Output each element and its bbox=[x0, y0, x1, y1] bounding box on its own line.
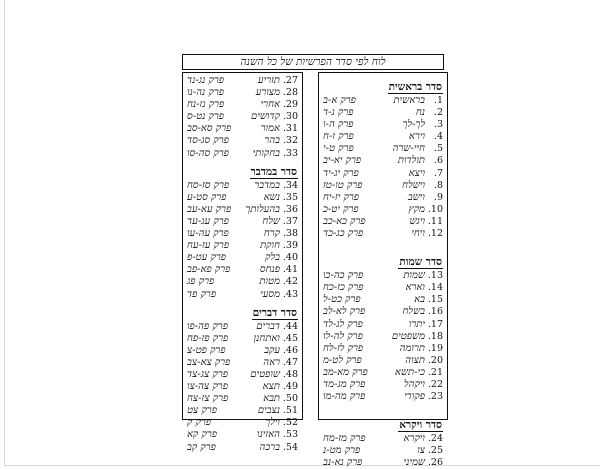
parasha-row bbox=[187, 289, 298, 301]
parasha-number: 12. bbox=[427, 228, 443, 240]
parasha-row bbox=[323, 306, 443, 318]
parasha-row bbox=[323, 355, 443, 367]
parasha-name: תצא bbox=[262, 381, 280, 393]
chapter-range: פרק פא-פב bbox=[187, 264, 231, 276]
parasha-row bbox=[323, 282, 443, 294]
parasha-name: תבא bbox=[263, 393, 280, 405]
chapter-range: פרק צה-צו bbox=[187, 381, 228, 393]
parasha-name: וישב bbox=[407, 191, 425, 203]
parasha-number: 17. bbox=[427, 318, 443, 330]
parasha-number: 33. bbox=[282, 147, 298, 159]
parasha-name: תזריע bbox=[257, 75, 280, 86]
parasha-row bbox=[187, 204, 298, 216]
chapter-range: פרק מט-נ bbox=[323, 445, 361, 457]
parasha-name: פנחס bbox=[259, 264, 280, 276]
parasha-number: 25. bbox=[427, 445, 443, 457]
parasha-name: נח bbox=[415, 107, 425, 119]
parasha-name: נצבים bbox=[257, 405, 280, 417]
parasha-number: 54. bbox=[282, 441, 298, 453]
parasha-row bbox=[187, 429, 298, 441]
parasha-number: 34. bbox=[282, 179, 298, 191]
parasha-number: 14. bbox=[427, 282, 443, 294]
parasha-name: בראשית bbox=[393, 95, 425, 106]
parasha-row bbox=[323, 457, 443, 469]
parasha-number: 22. bbox=[427, 378, 443, 390]
parasha-number: 41. bbox=[282, 264, 298, 276]
parasha-name: ויקהל bbox=[403, 378, 425, 390]
parasha-name: ויגש bbox=[409, 215, 425, 227]
parasha-row bbox=[323, 168, 443, 180]
parasha-row bbox=[323, 367, 443, 379]
chapter-range: פרק לה-לו bbox=[323, 330, 363, 342]
parasha-name: נשא bbox=[263, 191, 280, 203]
parasha-number: 30. bbox=[282, 111, 298, 123]
parasha-name: חיי-שרה bbox=[392, 143, 425, 155]
parasha-number: 46. bbox=[282, 344, 298, 356]
parasha-row bbox=[323, 228, 443, 240]
parasha-row bbox=[187, 321, 298, 333]
parasha-name: כי-תשא bbox=[394, 366, 425, 378]
parasha-name: בהר bbox=[264, 135, 280, 147]
parasha-row bbox=[323, 131, 443, 143]
parasha-row bbox=[187, 148, 298, 160]
parasha-row bbox=[323, 180, 443, 192]
parasha-name: ויקרא bbox=[403, 433, 425, 445]
parasha-number: 6. bbox=[433, 155, 443, 167]
parasha-name: שופטים bbox=[250, 368, 280, 380]
parasha-row bbox=[187, 264, 298, 276]
parasha-number: 9. bbox=[433, 191, 443, 203]
parasha-number: 23. bbox=[427, 391, 443, 403]
parasha-number: 53. bbox=[282, 429, 298, 441]
parasha-name: ואתחנן bbox=[253, 332, 280, 344]
parasha-name: בשלח bbox=[402, 306, 425, 318]
parasha-number: 19. bbox=[427, 342, 443, 354]
parasha-row bbox=[323, 294, 443, 306]
parasha-row bbox=[187, 369, 298, 381]
parasha-name: יתרו bbox=[408, 318, 425, 330]
parasha-name: קרח bbox=[263, 228, 280, 240]
parasha-name: פקודי bbox=[404, 391, 425, 403]
parasha-number: 49. bbox=[282, 381, 298, 393]
chapter-range: פרק ק bbox=[187, 417, 212, 429]
section-heading: סדר בראשית bbox=[388, 81, 442, 93]
parasha-name: קדושים bbox=[250, 111, 280, 123]
parasha-number: 44. bbox=[282, 320, 298, 332]
chapter-range: פרק עה-עו bbox=[187, 228, 229, 240]
chapter-range: פרק צט bbox=[187, 405, 217, 417]
parasha-row bbox=[323, 143, 443, 155]
parasha-number: 3. bbox=[433, 119, 443, 131]
parasha-row bbox=[323, 391, 443, 403]
parasha-number: 31. bbox=[282, 123, 298, 135]
parasha-number: 32. bbox=[282, 135, 298, 147]
parasha-row bbox=[323, 445, 443, 457]
chapter-range: פרק נט-ס bbox=[187, 111, 225, 123]
chapter-range: פרק סא-סב bbox=[187, 123, 232, 135]
section-vayikra-continued bbox=[187, 75, 298, 160]
parasha-name: אמור bbox=[260, 123, 280, 135]
chapter-range: פרק נה-נו bbox=[187, 87, 224, 99]
parasha-number: 51. bbox=[282, 405, 298, 417]
parasha-row bbox=[187, 87, 298, 99]
parasha-row bbox=[187, 123, 298, 135]
section-shemot bbox=[323, 250, 443, 403]
parasha-row bbox=[187, 381, 298, 393]
chapter-range: פרק לא-לב bbox=[323, 306, 366, 318]
parasha-row bbox=[187, 180, 298, 192]
parasha-name: וילך bbox=[265, 417, 280, 429]
chapter-range: פרק מה-מו bbox=[323, 391, 366, 403]
section-bamidbar bbox=[187, 160, 298, 301]
chapter-range: פרק נא-נב bbox=[323, 457, 363, 469]
parasha-number: 36. bbox=[282, 203, 298, 215]
chapter-range: פרק לט-מ bbox=[323, 354, 362, 366]
parasha-name: שלח bbox=[262, 215, 280, 227]
chapter-range: פרק עא-עב bbox=[187, 203, 232, 215]
parasha-number: 11. bbox=[427, 215, 443, 227]
parasha-row bbox=[187, 228, 298, 240]
parasha-row bbox=[323, 331, 443, 343]
parasha-number: 20. bbox=[427, 354, 443, 366]
chapter-range: פרק ז-ח bbox=[323, 131, 354, 143]
parasha-number: 29. bbox=[282, 99, 298, 111]
parasha-number: 7. bbox=[433, 167, 443, 179]
chapter-range: פרק נז-נח bbox=[187, 99, 225, 111]
parasha-row bbox=[187, 75, 298, 87]
section-vayikra bbox=[323, 413, 443, 469]
right-column bbox=[318, 72, 448, 469]
parasha-number: 40. bbox=[282, 252, 298, 264]
chapter-range: פרק עט-פ bbox=[187, 252, 226, 264]
parasha-name: שמות bbox=[403, 270, 425, 282]
parasha-row bbox=[323, 433, 443, 445]
chapter-range: פרק צא-צב bbox=[187, 356, 231, 368]
parasha-name: ברכה bbox=[259, 441, 280, 453]
left-column bbox=[182, 72, 303, 453]
chapter-range: פרק פט-צ bbox=[187, 344, 226, 356]
parasha-number: 2. bbox=[433, 107, 443, 119]
chapter-range: פרק סט-ע bbox=[187, 191, 227, 203]
parasha-row bbox=[187, 393, 298, 405]
parasha-name: וירא bbox=[408, 131, 425, 143]
chapter-range: פרק טו-טז bbox=[323, 179, 363, 191]
parasha-number: 4. bbox=[433, 131, 443, 143]
parasha-number: 27. bbox=[282, 75, 298, 86]
parasha-name: ויחי bbox=[411, 228, 425, 240]
parasha-number: 1. bbox=[433, 95, 443, 106]
chapter-range: פרק יג-יד bbox=[323, 167, 359, 179]
parasha-row bbox=[187, 216, 298, 228]
parasha-name: עקב bbox=[264, 344, 280, 356]
parasha-row bbox=[187, 192, 298, 204]
chapter-range: פרק כא-כב bbox=[323, 215, 366, 227]
parasha-number: 28. bbox=[282, 87, 298, 99]
parasha-name: לך-לך bbox=[402, 119, 425, 131]
parasha-number: 47. bbox=[282, 356, 298, 368]
parasha-row bbox=[187, 345, 298, 357]
parasha-row bbox=[187, 111, 298, 123]
parasha-number: 10. bbox=[427, 203, 443, 215]
parasha-name: בחקותי bbox=[252, 147, 280, 159]
parasha-row bbox=[187, 405, 298, 417]
parasha-number: 42. bbox=[282, 276, 298, 288]
parasha-number: 37. bbox=[282, 215, 298, 227]
parasha-row bbox=[323, 270, 443, 282]
section-devarim bbox=[187, 301, 298, 454]
parasha-name: תולדות bbox=[397, 155, 425, 167]
section-heading: סדר שמות bbox=[399, 256, 442, 269]
parasha-name: אחרי bbox=[260, 99, 280, 111]
parasha-row bbox=[323, 379, 443, 391]
parasha-name: דברים bbox=[256, 320, 280, 332]
chapter-range: פרק סה-סו bbox=[187, 147, 229, 159]
parasha-row bbox=[323, 216, 443, 228]
parasha-number: 16. bbox=[427, 306, 443, 318]
chapter-range: פרק מג-מד bbox=[323, 378, 366, 390]
parasha-name: בלק bbox=[265, 252, 280, 264]
chapter-range: פרק יא-יב bbox=[323, 155, 362, 167]
chapter-range: פרק צג-צד bbox=[187, 368, 229, 380]
parasha-number: 43. bbox=[282, 288, 298, 300]
parasha-row bbox=[187, 417, 298, 429]
chapter-range: פרק סז-סח bbox=[187, 179, 230, 191]
chapter-range: פרק נג-נד bbox=[187, 75, 225, 86]
parasha-number: 13. bbox=[427, 270, 443, 282]
parasha-name: מטות bbox=[259, 276, 280, 288]
section-heading: סדר במדבר bbox=[250, 165, 297, 178]
parasha-number: 35. bbox=[282, 191, 298, 203]
chapter-range: פרק לג-לד bbox=[323, 318, 363, 330]
parasha-name: חוקת bbox=[260, 240, 280, 252]
parasha-name: בהעלותך bbox=[245, 203, 280, 215]
parasha-row bbox=[187, 99, 298, 111]
page-title: לוח לפי סדר הפרשיות של כל השנה bbox=[182, 54, 444, 70]
parasha-row bbox=[187, 442, 298, 454]
chapter-range: פרק פד bbox=[187, 288, 217, 300]
chapter-range: פרק כז-כח bbox=[323, 282, 364, 294]
chapter-range: פרק יז-יח bbox=[323, 191, 360, 203]
parasha-number: 21. bbox=[427, 366, 443, 378]
parasha-name: ויצא bbox=[408, 167, 425, 179]
chapter-range: פרק פז-פח bbox=[187, 332, 229, 344]
parasha-name: וארא bbox=[405, 282, 425, 294]
chapter-range: פרק ט-י bbox=[323, 143, 354, 155]
parasha-row bbox=[323, 119, 443, 131]
chapter-range: פרק כה-כו bbox=[323, 270, 364, 282]
parasha-row bbox=[187, 252, 298, 264]
section-heading: סדר דברים bbox=[252, 306, 297, 319]
parasha-number: 18. bbox=[427, 330, 443, 342]
parasha-name: בא bbox=[414, 294, 425, 306]
chapter-range: פרק קב bbox=[187, 441, 216, 453]
parasha-number: 52. bbox=[282, 417, 298, 429]
parasha-name: תרומה bbox=[399, 342, 425, 354]
parasha-name: משפטים bbox=[391, 330, 425, 342]
parasha-number: 39. bbox=[282, 240, 298, 252]
parasha-number: 24. bbox=[427, 433, 443, 445]
parasha-row bbox=[187, 135, 298, 147]
chapter-range: פרק צז-צח bbox=[187, 393, 229, 405]
chapter-range: פרק עז-עח bbox=[187, 240, 230, 252]
chapter-range: פרק לז-לח bbox=[323, 342, 364, 354]
parasha-name: וישלח bbox=[402, 179, 425, 191]
chapter-range: פרק פה-פו bbox=[187, 320, 228, 332]
parasha-row bbox=[323, 319, 443, 331]
parasha-number: 45. bbox=[282, 332, 298, 344]
section-bereshit bbox=[323, 75, 443, 240]
chapter-range: פרק ג-ד bbox=[323, 107, 354, 119]
chapter-range: פרק כג-כד bbox=[323, 228, 364, 240]
parasha-row bbox=[187, 333, 298, 345]
parasha-name: ראה bbox=[263, 356, 280, 368]
parasha-row bbox=[323, 155, 443, 167]
parasha-number: 50. bbox=[282, 393, 298, 405]
parasha-number: 15. bbox=[427, 294, 443, 306]
parasha-name: האזינו bbox=[256, 429, 280, 441]
parasha-number: 5. bbox=[433, 143, 443, 155]
chapter-range: פרק סג-סד bbox=[187, 135, 229, 147]
parasha-name: צו bbox=[417, 445, 425, 457]
parasha-number: 48. bbox=[282, 368, 298, 380]
parasha-name: מקץ bbox=[408, 203, 425, 215]
parasha-name: שמיני bbox=[403, 457, 425, 469]
parasha-number: 26. bbox=[427, 457, 443, 469]
parasha-row bbox=[323, 95, 443, 107]
parasha-row bbox=[187, 240, 298, 252]
parasha-number: 38. bbox=[282, 228, 298, 240]
chapter-range: פרק מא-מב bbox=[323, 366, 368, 378]
parasha-row bbox=[187, 357, 298, 369]
parasha-row bbox=[323, 107, 443, 119]
chapter-range: פרק מז-מח bbox=[323, 433, 366, 445]
chapter-range: פרק כט-ל bbox=[323, 294, 361, 306]
parasha-row bbox=[323, 204, 443, 216]
chapter-range: פרק קא bbox=[187, 429, 218, 441]
section-heading: סדר ויקרא bbox=[399, 419, 442, 432]
chapter-range: פרק א-ב bbox=[323, 95, 356, 106]
chapter-range: פרק עג-עד bbox=[187, 215, 229, 227]
parasha-row bbox=[323, 192, 443, 204]
chapter-range: פרק פג bbox=[187, 276, 215, 288]
parasha-row bbox=[187, 276, 298, 288]
parasha-name: במדבר bbox=[254, 179, 280, 191]
parasha-row bbox=[323, 343, 443, 355]
parasha-name: מצורע bbox=[255, 87, 280, 99]
chapter-range: פרק יט-כ bbox=[323, 203, 359, 215]
parasha-name: מסעי bbox=[260, 288, 280, 300]
parasha-name: תצוה bbox=[405, 354, 425, 366]
parasha-number: 8. bbox=[433, 179, 443, 191]
chapter-range: פרק ה-ו bbox=[323, 119, 354, 131]
